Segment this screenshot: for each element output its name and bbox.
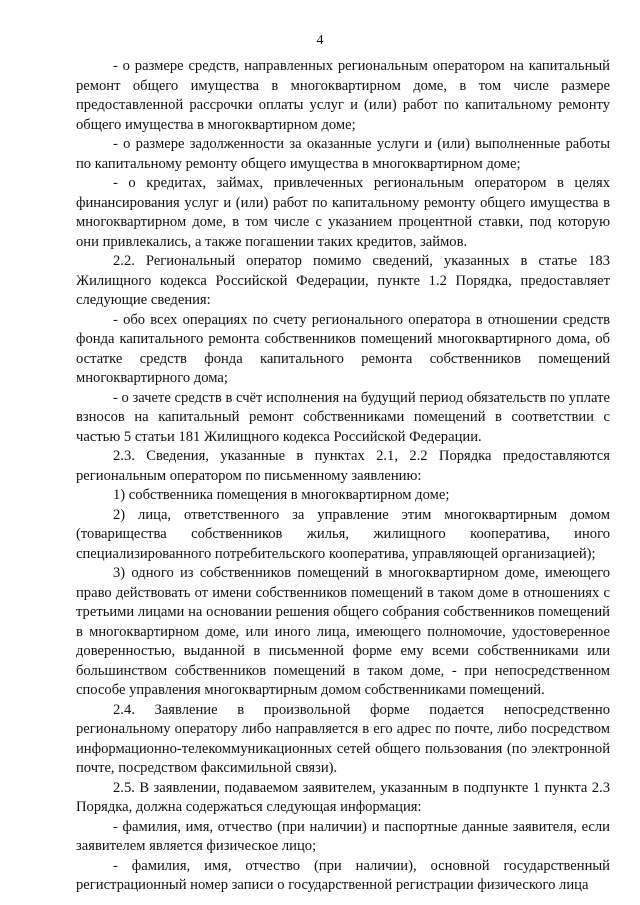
document-body	[76, 57, 610, 896]
paragraph: 1) собственника помещения в многоквартирном доме;	[113, 487, 450, 503]
paragraph: - о кредитах, займах, привлеченных региональным оператором в целях финансирования услуг и (или) работ по капитальному ремонту общего имущества в многоквартирном доме, в том числе с указанием процентной ставки, под которую они привлекались, а также погашении таких кредитов, займов.	[76, 175, 610, 250]
paragraph: - о размере задолженности за оказанные услуги и (или) выполненные работы по капитальному ремонту общего имущества в многоквартирном доме;	[76, 136, 610, 172]
paragraph: 2) лица, ответственного за управление этим многоквартирным домом (товарищества собственников жилья, жилищного кооператива, иного специализированного потребительского кооператива, управляющей организацией);	[76, 506, 610, 562]
paragraph: - фамилия, имя, отчество (при наличии) и паспортные данные заявителя, если заявителем является физическое лицо;	[76, 818, 610, 854]
page-number: 4	[316, 33, 324, 48]
paragraph: 2.2. Региональный оператор помимо сведений, указанных в статье 183 Жилищного кодекса Российской Федерации, пункте 1.2 Порядка, предоставляет следующие сведения:	[76, 253, 610, 308]
paragraph: - о размере средств, направленных региональным оператором на капитальный ремонт общего имущества в многоквартирном доме, в том числе размере предоставленной рассрочки оплаты услуг и (или) работ по капитальному ремонту общего имущества в многоквартирном доме;	[76, 58, 610, 133]
paragraph: - обо всех операциях по счету регионального оператора в отношении средств фонда капитального ремонта собственников помещений многоквартирного дома, об остатке средств фонда капитального ремонта собственников помещений многоквартирного дома;	[76, 311, 610, 386]
paragraph: - о зачете средств в счёт исполнения на будущий период обязательств по уплате взносов на капитальный ремонт собственниками помещений в соответствии с частью 5 статьи 181 Жилищного кодекса Российской Федерации.	[76, 389, 610, 445]
paragraph: - фамилия, имя, отчество (при наличии), основной государственный регистрационный номер записи о государственной регистрации физического лица	[76, 857, 610, 893]
paragraph: 2.3. Сведения, указанные в пунктах 2.1, 2.2 Порядка предоставляются региональным оператором по письменному заявлению:	[76, 448, 610, 484]
paragraph: 2.4. Заявление в произвольной форме подается непосредственно региональному оператору либо направляется в его адрес по почте, либо посредством информационно-телекоммуникационных сетей общего пользования (по электронной почте, посредством факсимильной связи).	[76, 701, 610, 776]
paragraph: 2.5. В заявлении, подаваемом заявителем, указанным в подпункте 1 пункта 2.3 Порядка, должна содержаться следующая информация:	[76, 779, 610, 815]
paragraph: 3) одного из собственников помещений в многоквартирном доме, имеющего право действовать от имени собственников помещений в таком доме в отношениях с третьими лицами на основании решения общего собрания собственников помещений в многоквартирном доме, или иного лица, имеющего полномочие, удостоверенное доверенностью, выданной в письменной форме ему всеми собственниками или большинством собственников помещений в таком доме, - при непосредственном способе управления многоквартирным домом собственниками помещений.	[76, 565, 610, 698]
